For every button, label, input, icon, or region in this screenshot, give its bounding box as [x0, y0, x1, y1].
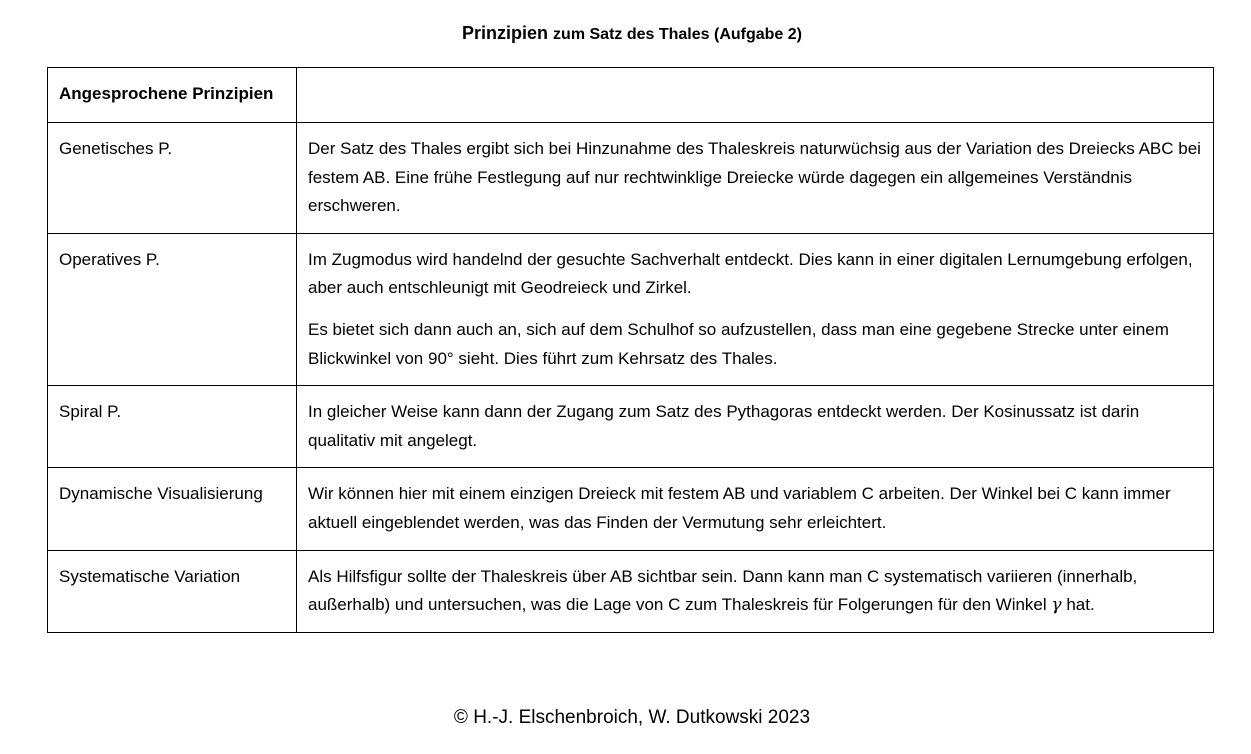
title-part-1: Prinzipien	[462, 23, 549, 43]
principle-name: Genetisches P.	[48, 123, 297, 234]
principles-table	[47, 67, 1214, 633]
description-paragraph: In gleicher Weise kann dann der Zugang zum Satz des Pythagoras entdeckt werden. Der Kosinussatz ist darin qualitativ mit angelegt.	[308, 402, 1140, 450]
gamma-symbol: γ	[1051, 595, 1062, 616]
description-tail-after: hat.	[1066, 595, 1095, 615]
description-paragraph: Wir können hier mit einem einzigen Dreieck mit festem AB und variablem C arbeiten. Der Winkel bei C kann immer aktuell eingeblendet werden, was das Finden der Vermutung sehr erleichtert.	[308, 484, 1171, 532]
description-paragraph	[308, 563, 1203, 620]
table-row	[48, 386, 1214, 468]
description-text: Als Hilfsfigur sollte der Thaleskreis über AB sichtbar sein. Dann kann man C systematisch variieren (innerhalb, außerhalb) und untersuchen, was die Lage von C zum Thaleskreis für Folgerungen für den	[308, 566, 1138, 615]
principle-name: Spiral P.	[48, 386, 297, 468]
header-principles: Angesprochene Prinzipien	[48, 68, 297, 123]
description-tail-before: Winkel	[995, 595, 1047, 615]
copyright-footer: © H.-J. Elschenbroich, W. Dutkowski 2023	[453, 707, 811, 728]
description-paragraph: Im Zugmodus wird handelnd der gesuchte Sachverhalt entdeckt. Dies kann in einer digitalen Lernumgebung erfolgen, aber auch entschleunigt mit Geodreieck und Zirkel.	[308, 249, 1193, 298]
table-row	[48, 468, 1214, 550]
table-row	[48, 233, 1214, 385]
principle-description	[297, 386, 1214, 468]
principle-description	[297, 233, 1214, 385]
table-row	[48, 550, 1214, 632]
table-header-row	[48, 68, 1214, 123]
table-row	[48, 123, 1214, 234]
principle-description	[297, 123, 1214, 234]
document-title	[0, 20, 1251, 48]
principle-description	[297, 550, 1214, 632]
principle-name: Operatives P.	[48, 233, 297, 385]
description-paragraph: Es bietet sich dann auch an, sich auf dem Schulhof so aufzustellen, dass man eine gegebene Strecke unter einem Blickwinkel von 90° sieht. Dies führt zum Kehrsatz des Thales.	[308, 319, 1169, 368]
title-part-2: zum Satz des Thales (Aufgabe 2)	[553, 26, 802, 43]
description-paragraph: Der Satz des Thales ergibt sich bei Hinzunahme des Thaleskreis naturwüchsig aus der Variation des Dreiecks ABC bei festem AB. Eine frühe Festlegung auf nur rechtwinklige Dreiecke würde dagegen ein allgemeines Verständnis erschweren.	[308, 139, 1201, 216]
principle-description	[297, 468, 1214, 550]
header-description	[297, 68, 1214, 123]
principle-name: Systematische Variation	[48, 550, 297, 632]
principle-name: Dynamische Visualisierung	[48, 468, 297, 550]
